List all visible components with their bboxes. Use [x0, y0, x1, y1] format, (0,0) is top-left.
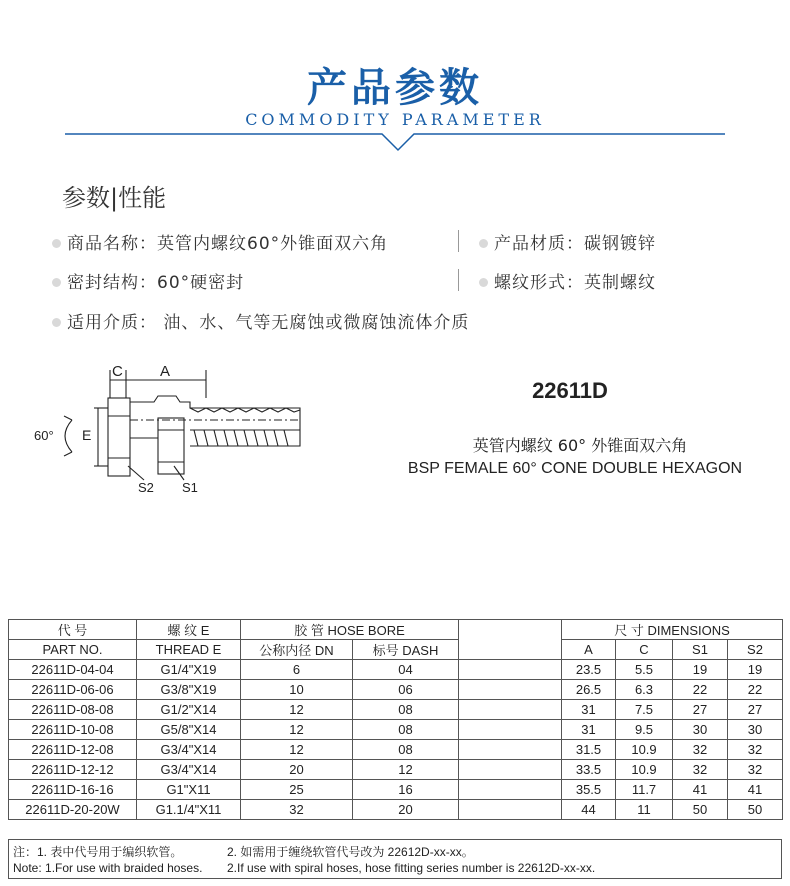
header-s1: S1 [673, 640, 728, 660]
table-cell-blank [459, 680, 562, 700]
table-cell-dn: 6 [241, 660, 353, 680]
table-cell-blank [459, 740, 562, 760]
label-c: C [112, 363, 123, 380]
table-cell-a: 33.5 [562, 760, 616, 780]
table-cell-s1: 50 [673, 800, 728, 820]
product-code: 22611D [532, 378, 608, 403]
table-cell-dash: 12 [353, 760, 459, 780]
table-cell-part: 22611D-12-08 [9, 740, 137, 760]
header-dimensions: 尺 寸 DIMENSIONS [562, 620, 783, 640]
table-cell-thread: G1.1/4"X11 [137, 800, 241, 820]
table-cell-s2: 22 [728, 680, 783, 700]
header-a: A [562, 640, 616, 660]
table-cell-c: 11 [616, 800, 673, 820]
table-cell-c: 10.9 [616, 760, 673, 780]
header-blank [459, 620, 562, 640]
table-cell-thread: G3/8"X19 [137, 680, 241, 700]
table-cell-dash: 20 [353, 800, 459, 820]
table-cell-dn: 12 [241, 720, 353, 740]
table-cell-part: 22611D-20-20W [9, 800, 137, 820]
param-seal [52, 268, 244, 293]
page-title: 产品参数 [307, 65, 483, 111]
table-cell-dn: 32 [241, 800, 353, 820]
table-cell-a: 26.5 [562, 680, 616, 700]
table-cell-blank [459, 800, 562, 820]
label-s1: S1 [182, 480, 198, 495]
param-product-name-text: 商品名称：英管内螺纹60°外锥面双六角 [67, 234, 389, 254]
product-desc-en: BSP FEMALE 60° CONE DOUBLE HEXAGON [407, 460, 743, 477]
header-blank [459, 640, 562, 660]
table-cell-s2: 32 [728, 740, 783, 760]
table-cell-part: 22611D-06-06 [9, 680, 137, 700]
table-cell-blank [459, 700, 562, 720]
param-thread-form-text: 螺纹形式：英制螺纹 [494, 273, 656, 293]
table-cell-blank [459, 780, 562, 800]
param-material-text: 产品材质：碳钢镀锌 [494, 234, 656, 254]
table-cell-thread: G1/4"X19 [137, 660, 241, 680]
bullet-icon [52, 278, 61, 287]
label-a: A [160, 363, 171, 380]
table-cell-thread: G1"X11 [137, 780, 241, 800]
bullet-icon [52, 239, 61, 248]
table-row [9, 740, 783, 760]
table-cell-s2: 19 [728, 660, 783, 680]
table-cell-c: 11.7 [616, 780, 673, 800]
note-cn-2: 2. 如需用于缠绕软管代号改为 22612D-xx-xx。 [227, 845, 474, 859]
param-material [479, 229, 656, 254]
table-cell-c: 5.5 [616, 660, 673, 680]
note-en-2: 2.If use with spiral hoses, hose fitting series number is 22612D-xx-xx. [227, 861, 596, 875]
table-cell-s2: 32 [728, 760, 783, 780]
table-cell-dn: 25 [241, 780, 353, 800]
param-seal-text: 密封结构：60°硬密封 [67, 273, 245, 293]
table-cell-dash: 08 [353, 740, 459, 760]
table-subheader-row [9, 640, 783, 660]
table-cell-blank [459, 660, 562, 680]
param-medium-text: 适用介质： 油、水、气等无腐蚀或微腐蚀流体介质 [67, 313, 470, 333]
table-cell-c: 10.9 [616, 740, 673, 760]
table-cell-dn: 20 [241, 760, 353, 780]
header-hose-bore: 胶 管 HOSE BORE [241, 620, 459, 640]
table-cell-s2: 50 [728, 800, 783, 820]
table-cell-a: 31.5 [562, 740, 616, 760]
header-dash: 标号 DASH [353, 640, 459, 660]
fitting-drawing [28, 358, 328, 498]
table-row [9, 720, 783, 740]
table-cell-dash: 08 [353, 700, 459, 720]
header-s2: S2 [728, 640, 783, 660]
table-cell-s1: 22 [673, 680, 728, 700]
param-thread-form [479, 268, 656, 293]
table-cell-c: 7.5 [616, 700, 673, 720]
table-cell-s1: 32 [673, 760, 728, 780]
table-row [9, 760, 783, 780]
param-separator [458, 269, 459, 291]
bullet-icon [52, 318, 61, 327]
table-cell-dash: 04 [353, 660, 459, 680]
table-cell-a: 31 [562, 720, 616, 740]
table-row [9, 780, 783, 800]
table-cell-s1: 27 [673, 700, 728, 720]
table-cell-thread: G3/4"X14 [137, 760, 241, 780]
table-cell-a: 23.5 [562, 660, 616, 680]
table-cell-dn: 10 [241, 680, 353, 700]
table-cell-s1: 19 [673, 660, 728, 680]
table-cell-c: 6.3 [616, 680, 673, 700]
label-e: E [82, 427, 92, 443]
table-row [9, 800, 783, 820]
header-thread-cn: 螺 纹 E [137, 620, 241, 640]
table-cell-thread: G3/4"X14 [137, 740, 241, 760]
table-cell-s1: 41 [673, 780, 728, 800]
note-en-1: Note: 1.For use with braided hoses. [13, 861, 203, 875]
page-subtitle: COMMODITY PARAMETER [245, 110, 545, 129]
header-dn: 公称内径 DN [241, 640, 353, 660]
table-cell-a: 31 [562, 700, 616, 720]
header-c: C [616, 640, 673, 660]
table-cell-dn: 12 [241, 700, 353, 720]
table-cell-part: 22611D-08-08 [9, 700, 137, 720]
table-cell-s2: 27 [728, 700, 783, 720]
table-cell-s2: 30 [728, 720, 783, 740]
param-separator [458, 230, 459, 252]
table-body [9, 660, 783, 820]
table-cell-c: 9.5 [616, 720, 673, 740]
header-thread-en: THREAD E [137, 640, 241, 660]
table-cell-blank [459, 720, 562, 740]
table-cell-part: 22611D-04-04 [9, 660, 137, 680]
table-cell-part: 22611D-12-12 [9, 760, 137, 780]
header-code-cn: 代 号 [9, 620, 137, 640]
params-heading: 参数|性能 [62, 184, 167, 212]
table-cell-part: 22611D-10-08 [9, 720, 137, 740]
table-cell-a: 35.5 [562, 780, 616, 800]
table-cell-s1: 32 [673, 740, 728, 760]
table-cell-a: 44 [562, 800, 616, 820]
table-cell-thread: G5/8"X14 [137, 720, 241, 740]
product-desc-cn: 英管内螺纹 60° 外锥面双六角 [472, 436, 688, 455]
table-cell-dn: 12 [241, 740, 353, 760]
table-row [9, 660, 783, 680]
table-row [9, 700, 783, 720]
table-header-row [9, 620, 783, 640]
label-angle: 60° [34, 428, 54, 443]
notes-box [8, 839, 782, 879]
table-cell-s2: 41 [728, 780, 783, 800]
table-row [9, 680, 783, 700]
spec-table [8, 619, 783, 820]
table-cell-s1: 30 [673, 720, 728, 740]
param-medium [52, 308, 469, 333]
table-cell-blank [459, 760, 562, 780]
table-cell-dash: 06 [353, 680, 459, 700]
param-product-name [52, 229, 388, 254]
note-cn-1: 注：1. 表中代号用于编织软管。 [13, 845, 183, 859]
table-cell-part: 22611D-16-16 [9, 780, 137, 800]
bullet-icon [479, 278, 488, 287]
table-cell-dash: 16 [353, 780, 459, 800]
table-cell-thread: G1/2"X14 [137, 700, 241, 720]
header-part-no: PART NO. [9, 640, 137, 660]
table-cell-dash: 08 [353, 720, 459, 740]
bullet-icon [479, 239, 488, 248]
label-s2: S2 [138, 480, 154, 495]
